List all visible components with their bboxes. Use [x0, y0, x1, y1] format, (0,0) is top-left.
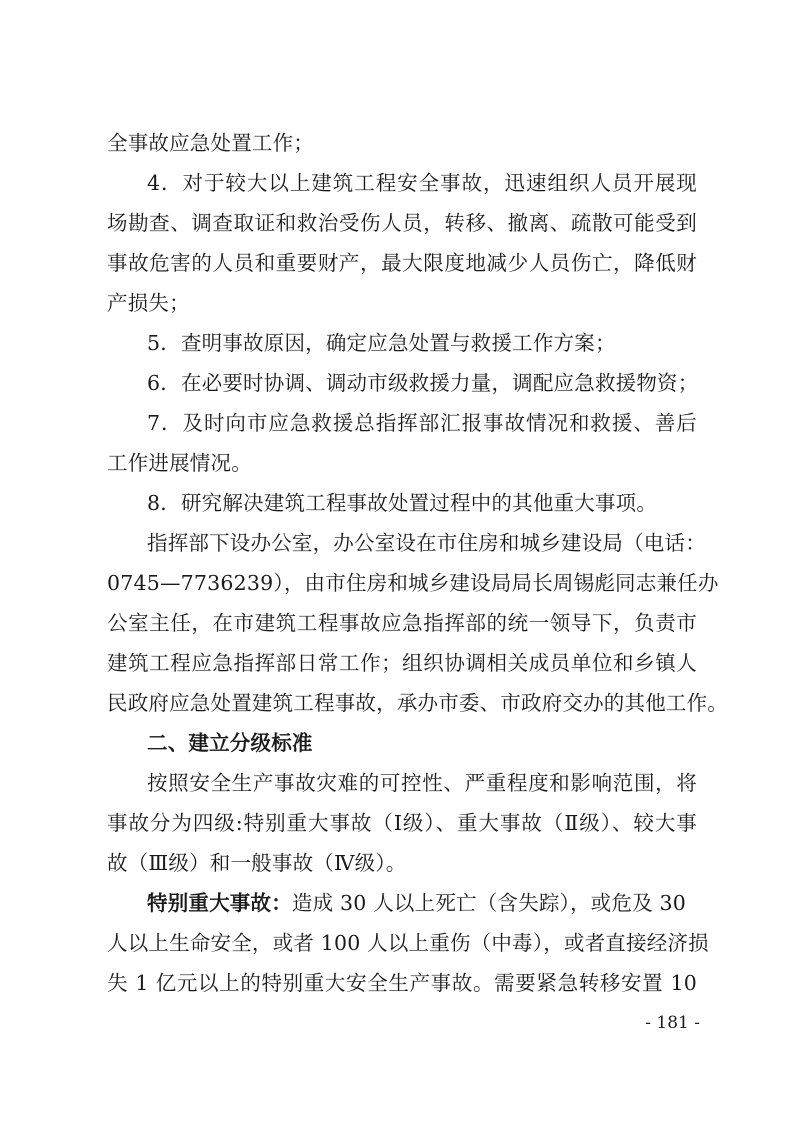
- special-accident-text: 造成 30 人以上死亡（含失踪），或危及 30: [291, 891, 686, 915]
- list-item-8: 8．研究解决建筑工程事故处置过程中的其他重大事项。: [147, 491, 658, 515]
- list-item-4: 4．对于较大以上建筑工程安全事故，迅速组织人员开展现: [147, 171, 697, 195]
- text-line-4: 事故危害的人员和重要财产，最大限度地减少人员伤亡，降低财: [107, 251, 697, 275]
- paragraph-office-line-5: 民政府应急处置建筑工程事故，承办市委、市政府交办的其他工作。: [107, 691, 728, 715]
- paragraph-office-line-4: 建筑工程应急指挥部日常工作；组织协调相关成员单位和乡镇人: [107, 651, 697, 675]
- text-line-1: 全事故应急处置工作；: [107, 131, 314, 155]
- paragraph-office-line-1: 指挥部下设办公室，办公室设在市住房和城乡建设局（电话：: [147, 531, 706, 555]
- special-accident-label: 特别重大事故：: [147, 891, 292, 915]
- paragraph-levels-line-1: 按照安全生产事故灾难的可控性、严重程度和影响范围，将: [147, 771, 697, 795]
- paragraph-special-line-3: 失 1 亿元以上的特别重大安全生产事故。需要紧急转移安置 10: [107, 971, 697, 995]
- section-heading: 二、建立分级标准: [147, 731, 313, 755]
- text-line-3: 场勘查、调查取证和救治受伤人员，转移、撤离、疏散可能受到: [107, 211, 697, 235]
- list-item-5: 5．查明事故原因，确定应急处置与救援工作方案；: [147, 331, 616, 355]
- page-number: - 181 -: [645, 1013, 700, 1033]
- paragraph-office-line-2: 0745—7736239），由市住房和城乡建设局局长周锡彪同志兼任办: [107, 571, 719, 595]
- text-line-9: 工作进展情况。: [107, 451, 252, 475]
- paragraph-special-line-1: [147, 883, 697, 923]
- paragraph-levels-line-2: 事故分为四级:特别重大事故（Ⅰ级）、重大事故（Ⅱ级）、较大事: [107, 811, 697, 835]
- paragraph-levels-line-3: 故（Ⅲ级）和一般事故（Ⅳ级）。: [107, 851, 407, 875]
- paragraph-special-line-2: 人以上生命安全，或者 100 人以上重伤（中毒），或者直接经济损: [107, 931, 709, 955]
- list-item-7: 7．及时向市应急救援总指挥部汇报事故情况和救援、善后: [147, 411, 697, 435]
- paragraph-office-line-3: 公室主任，在市建筑工程事故应急指挥部的统一领导下，负责市: [107, 611, 697, 635]
- text-line-5: 产损失；: [107, 291, 190, 315]
- list-item-6: 6．在必要时协调、调动市级救援力量，调配应急救援物资；: [147, 371, 699, 395]
